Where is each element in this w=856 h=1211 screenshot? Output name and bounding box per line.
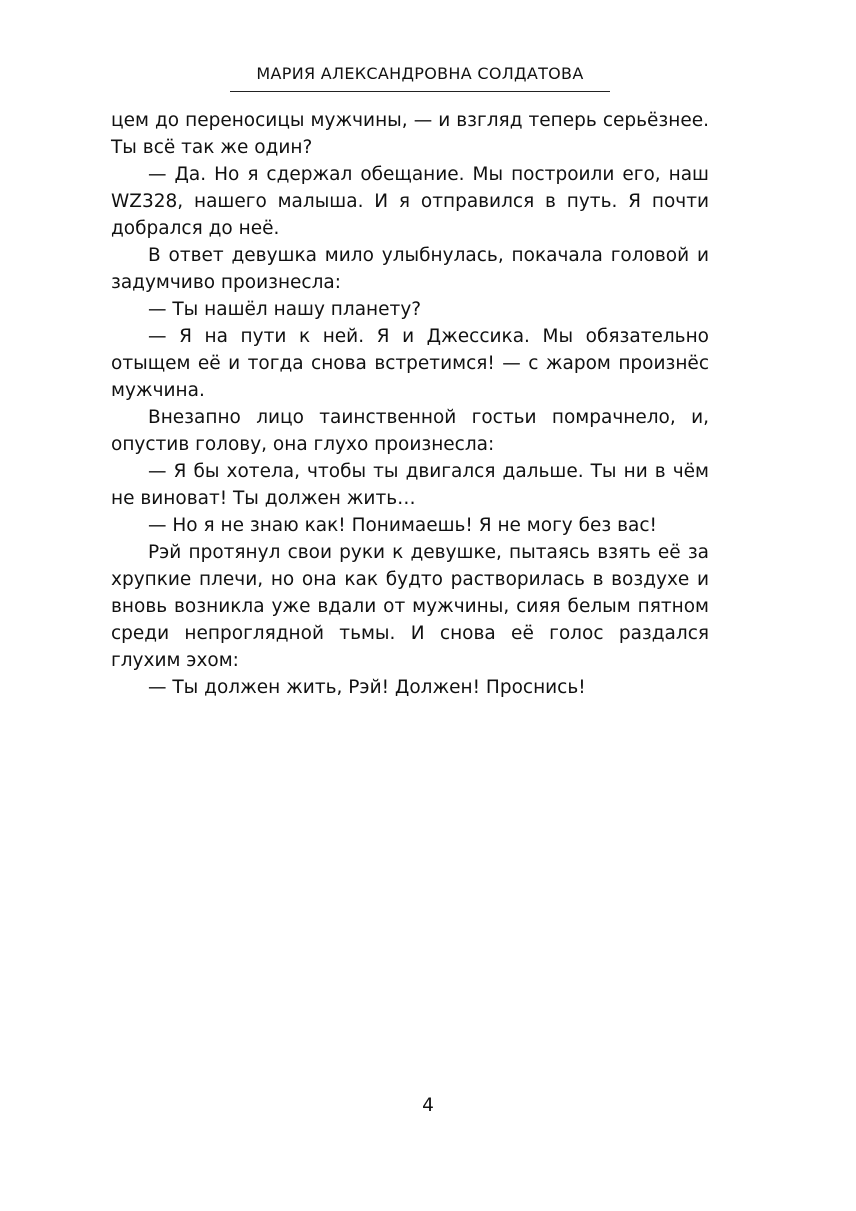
- paragraph: цем до переносицы мужчины, — и взгляд теперь серьёзнее. Ты всё так же один?: [111, 110, 709, 158]
- paragraph: Внезапно лицо таинственной гостьи помрачнело, и, опустив голову, она глухо произнесла:: [111, 407, 709, 455]
- running-header-author: МАРИЯ АЛЕКСАНДРОВНА СОЛДАТОВА: [256, 64, 584, 83]
- paragraph: — Я бы хотела, чтобы ты двигался дальше. Ты ни в чём не виноват! Ты должен жить…: [111, 461, 709, 509]
- paragraph: В ответ девушка мило улыбнулась, покачала головой и задумчиво произнесла:: [111, 245, 709, 293]
- paragraph: — Ты должен жить, Рэй! Должен! Проснись!: [148, 677, 586, 698]
- paragraph: — Но я не знаю как! Понимаешь! Я не могу без вас!: [148, 515, 657, 536]
- paragraph: Рэй протянул свои руки к девушке, пытаясь взять её за хрупкие плечи, но она как будто растворилась в воздухе и вновь возникла уже вдали от мужчины, сияя белым пятном среди непроглядной тьмы. И снова её голос раздался глухим эхом:: [111, 542, 709, 671]
- header-rule: [230, 91, 610, 92]
- text-body: [111, 107, 709, 701]
- page-number: 4: [422, 1095, 434, 1116]
- paragraph: — Да. Но я сдержал обещание. Мы построили его, наш WZ328, нашего малыша. И я отправился в путь. Я почти добрался до неё.: [111, 164, 709, 239]
- paragraph: — Ты нашёл нашу планету?: [148, 299, 422, 320]
- paragraph: — Я на пути к ней. Я и Джессика. Мы обязательно отыщем её и тогда снова встретимся! — с жаром произнёс мужчина.: [111, 326, 709, 401]
